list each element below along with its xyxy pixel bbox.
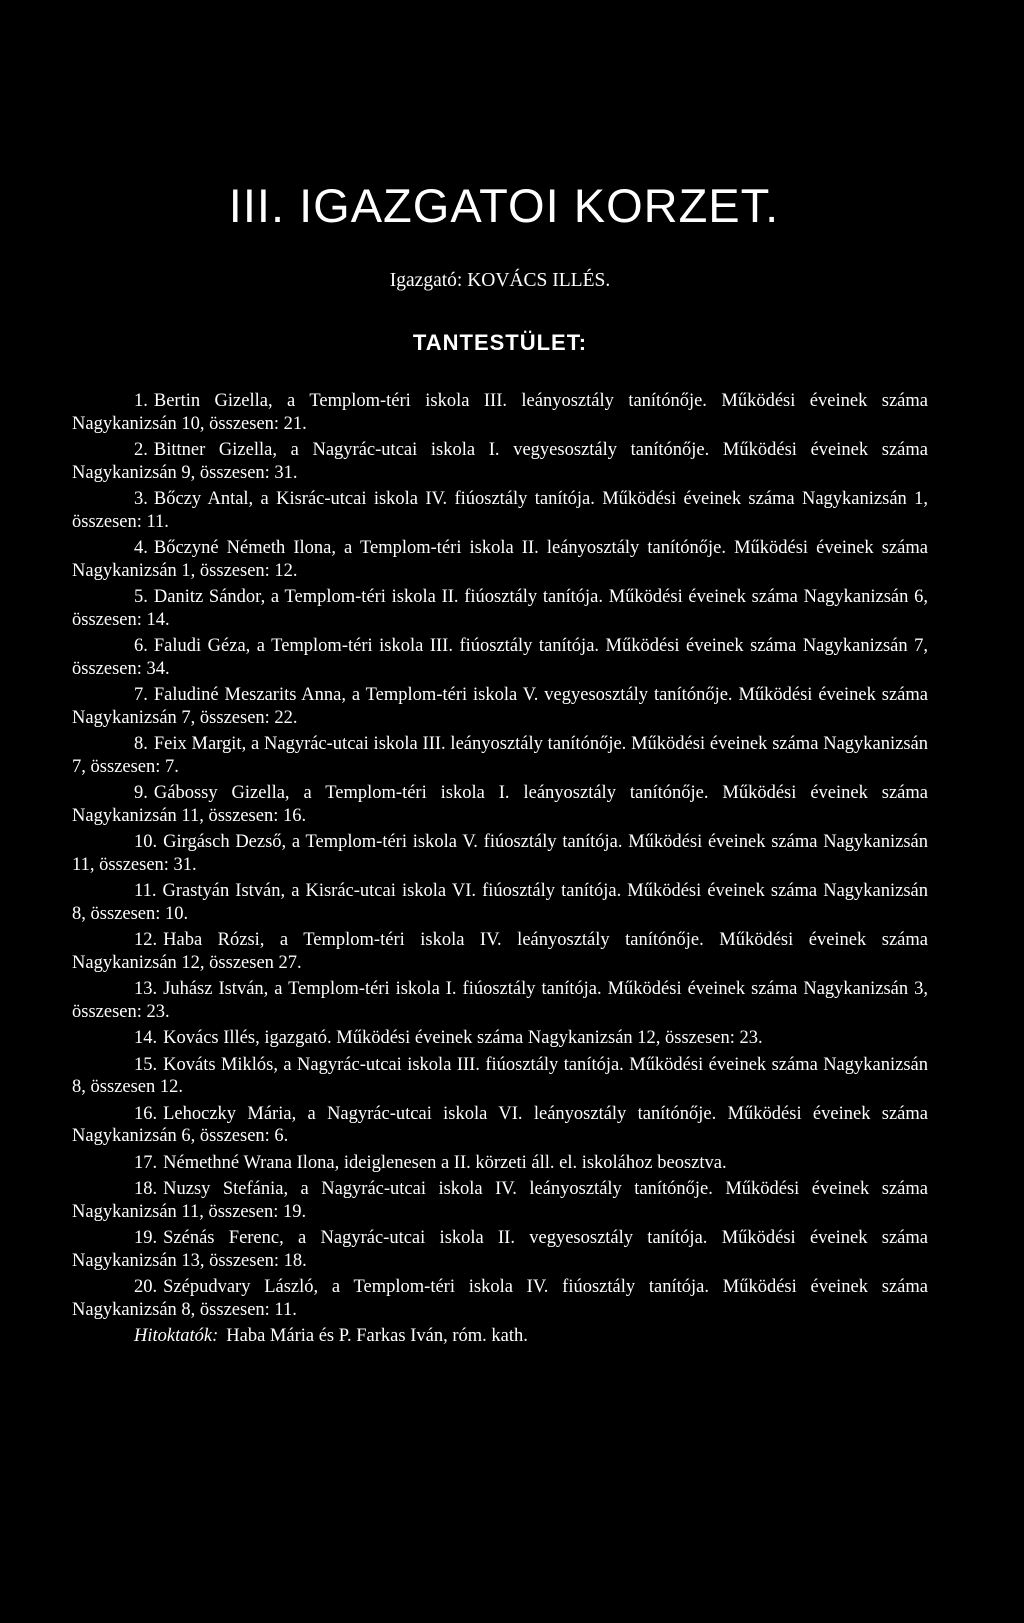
list-item-number: 4. bbox=[134, 538, 148, 558]
list-item-text: Faludi Géza, a Templom-téri iskola III. fiúosztály tanítója. Működési éveinek száma Nagykanizsán 7, összesen: 34. bbox=[72, 636, 928, 679]
list-item-text: Nuzsy Stefánia, a Nagyrác-utcai iskola IV. leányosztály tanítónője. Működési éveinek száma Nagykanizsán 11, összesen: 19. bbox=[72, 1179, 928, 1222]
list-item-number: 17. bbox=[134, 1152, 158, 1173]
list-item bbox=[72, 978, 928, 1023]
list-item-number: 3. bbox=[134, 489, 148, 509]
list-item bbox=[72, 1276, 928, 1321]
list-item-text: Grastyán István, a Kisrác-utcai iskola VI. fiúosztály tanítója. Működési éveinek száma Nagykanizsán 8, összesen: 10. bbox=[72, 881, 928, 924]
religion-teachers-line bbox=[72, 1325, 928, 1348]
religion-text: Haba Mária és P. Farkas Iván, róm. kath. bbox=[226, 1326, 528, 1346]
list-item-text: Girgásch Dezső, a Templom-téri iskola V. fiúosztály tanítója. Működési éveinek száma Nagykanizsán 11, összesen: 31. bbox=[72, 832, 928, 875]
list-item bbox=[72, 1103, 928, 1148]
list-item bbox=[72, 635, 928, 680]
list-item-number: 1. bbox=[134, 391, 148, 411]
list-item bbox=[72, 1027, 928, 1050]
list-item bbox=[72, 1152, 928, 1175]
list-item-text: Bertin Gizella, a Templom-téri iskola III. leányosztály tanítónője. Működési éveinek száma Nagykanizsán 10, összesen: 21. bbox=[72, 391, 928, 434]
list-item bbox=[72, 684, 928, 729]
list-item-text: Szénás Ferenc, a Nagyrác-utcai iskola II. vegyesosztály tanítója. Működési éveinek száma Nagykanizsán 13, összesen: 18. bbox=[72, 1228, 928, 1271]
list-item-text: Bőczyné Németh Ilona, a Templom-téri iskola II. leányosztály tanítónője. Működési éveinek száma Nagykanizsán 1, összesen: 12. bbox=[72, 538, 928, 581]
list-item bbox=[72, 880, 928, 925]
list-item bbox=[72, 1227, 928, 1272]
director-name: KOVÁCS ILLÉS. bbox=[467, 270, 611, 291]
list-item bbox=[72, 586, 928, 631]
list-item bbox=[72, 1054, 928, 1099]
religion-label: Hitoktatók: bbox=[134, 1326, 219, 1346]
list-item-text: Kováts Miklós, a Nagyrác-utcai iskola III. fiúosztály tanítója. Működési éveinek száma Nagykanizsán 8, összesen 12. bbox=[72, 1054, 928, 1097]
list-item-number: 6. bbox=[134, 636, 148, 656]
list-item bbox=[72, 831, 928, 876]
list-item-text: Danitz Sándor, a Templom-téri iskola II. fiúosztály tanítója. Működési éveinek száma Nagykanizsán 6, összesen: 14. bbox=[72, 587, 928, 630]
list-item-text: Bőczy Antal, a Kisrác-utcai iskola IV. fiúosztály tanítója. Működési éveinek száma Nagykanizsán 1, összesen: 11. bbox=[72, 489, 928, 532]
page-title: III. IGAZGATOI KORZET. bbox=[228, 179, 780, 232]
list-item-number: 18. bbox=[134, 1179, 158, 1199]
list-item-number: 10. bbox=[134, 832, 158, 852]
list-item bbox=[72, 782, 928, 827]
list-item-number: 12. bbox=[134, 930, 158, 950]
list-item bbox=[72, 488, 928, 533]
staff-list bbox=[72, 390, 928, 1321]
list-item bbox=[72, 390, 928, 435]
list-item bbox=[72, 733, 928, 778]
list-item-number: 5. bbox=[134, 587, 148, 607]
list-item-text: Juhász István, a Templom-téri iskola I. fiúosztály tanítója. Működési éveinek száma Nagykanizsán 3, összesen: 23. bbox=[72, 979, 928, 1022]
list-item-text: Lehoczky Mária, a Nagyrác-utcai iskola VI. leányosztály tanítónője. Működési éveinek száma Nagykanizsán 6, összesen: 6. bbox=[72, 1103, 928, 1146]
list-item-number: 20. bbox=[134, 1277, 158, 1297]
list-item-number: 14. bbox=[134, 1028, 158, 1048]
list-item bbox=[72, 439, 928, 484]
list-item-text: Szépudvary László, a Templom-téri iskola IV. fiúosztály tanítója. Működési éveinek száma Nagykanizsán 8, összesen: 11. bbox=[72, 1277, 928, 1320]
list-item-text: Feix Margit, a Nagyrác-utcai iskola III. leányosztály tanítónője. Működési éveinek száma Nagykanizsán 7, összesen: 7. bbox=[72, 734, 928, 777]
list-item-text: Gábossy Gizella, a Templom-téri iskola I. leányosztály tanítónője. Működési éveinek száma Nagykanizsán 11, összesen: 16. bbox=[72, 783, 928, 826]
list-item-number: 16. bbox=[134, 1103, 158, 1124]
list-item-number: 2. bbox=[134, 440, 148, 460]
director-line bbox=[72, 268, 928, 294]
list-item-text: Kovács Illés, igazgató. Működési éveinek száma Nagykanizsán 12, összesen: 23. bbox=[163, 1028, 763, 1048]
list-item-number: 9. bbox=[134, 783, 148, 803]
director-label: Igazgató: bbox=[389, 270, 463, 291]
list-item-text: Némethné Wrana Ilona, ideiglenesen a II. körzeti áll. el. iskolához beosztva. bbox=[163, 1152, 727, 1173]
list-item-number: 7. bbox=[134, 685, 148, 705]
list-item-number: 11. bbox=[134, 881, 157, 901]
staff-heading: TANTESTÜLET: bbox=[412, 330, 588, 355]
list-item-text: Bittner Gizella, a Nagyrác-utcai iskola I. vegyesosztály tanítónője. Működési éveinek száma Nagykanizsán 9, összesen: 31. bbox=[72, 440, 928, 483]
list-item-number: 8. bbox=[134, 734, 148, 754]
list-item bbox=[72, 1178, 928, 1223]
list-item-number: 19. bbox=[134, 1228, 158, 1248]
list-item-text: Haba Rózsi, a Templom-téri iskola IV. leányosztály tanítónője. Működési éveinek száma Nagykanizsán 12, összesen 27. bbox=[72, 930, 928, 973]
list-item-number: 13. bbox=[134, 979, 158, 999]
list-item-text: Faludiné Meszarits Anna, a Templom-téri iskola V. vegyesosztály tanítónője. Működési éveinek száma Nagykanizsán 7, összesen: 22. bbox=[72, 685, 928, 728]
document-page bbox=[72, 176, 928, 1348]
list-item-number: 15. bbox=[134, 1054, 158, 1075]
list-item bbox=[72, 929, 928, 974]
list-item bbox=[72, 537, 928, 582]
